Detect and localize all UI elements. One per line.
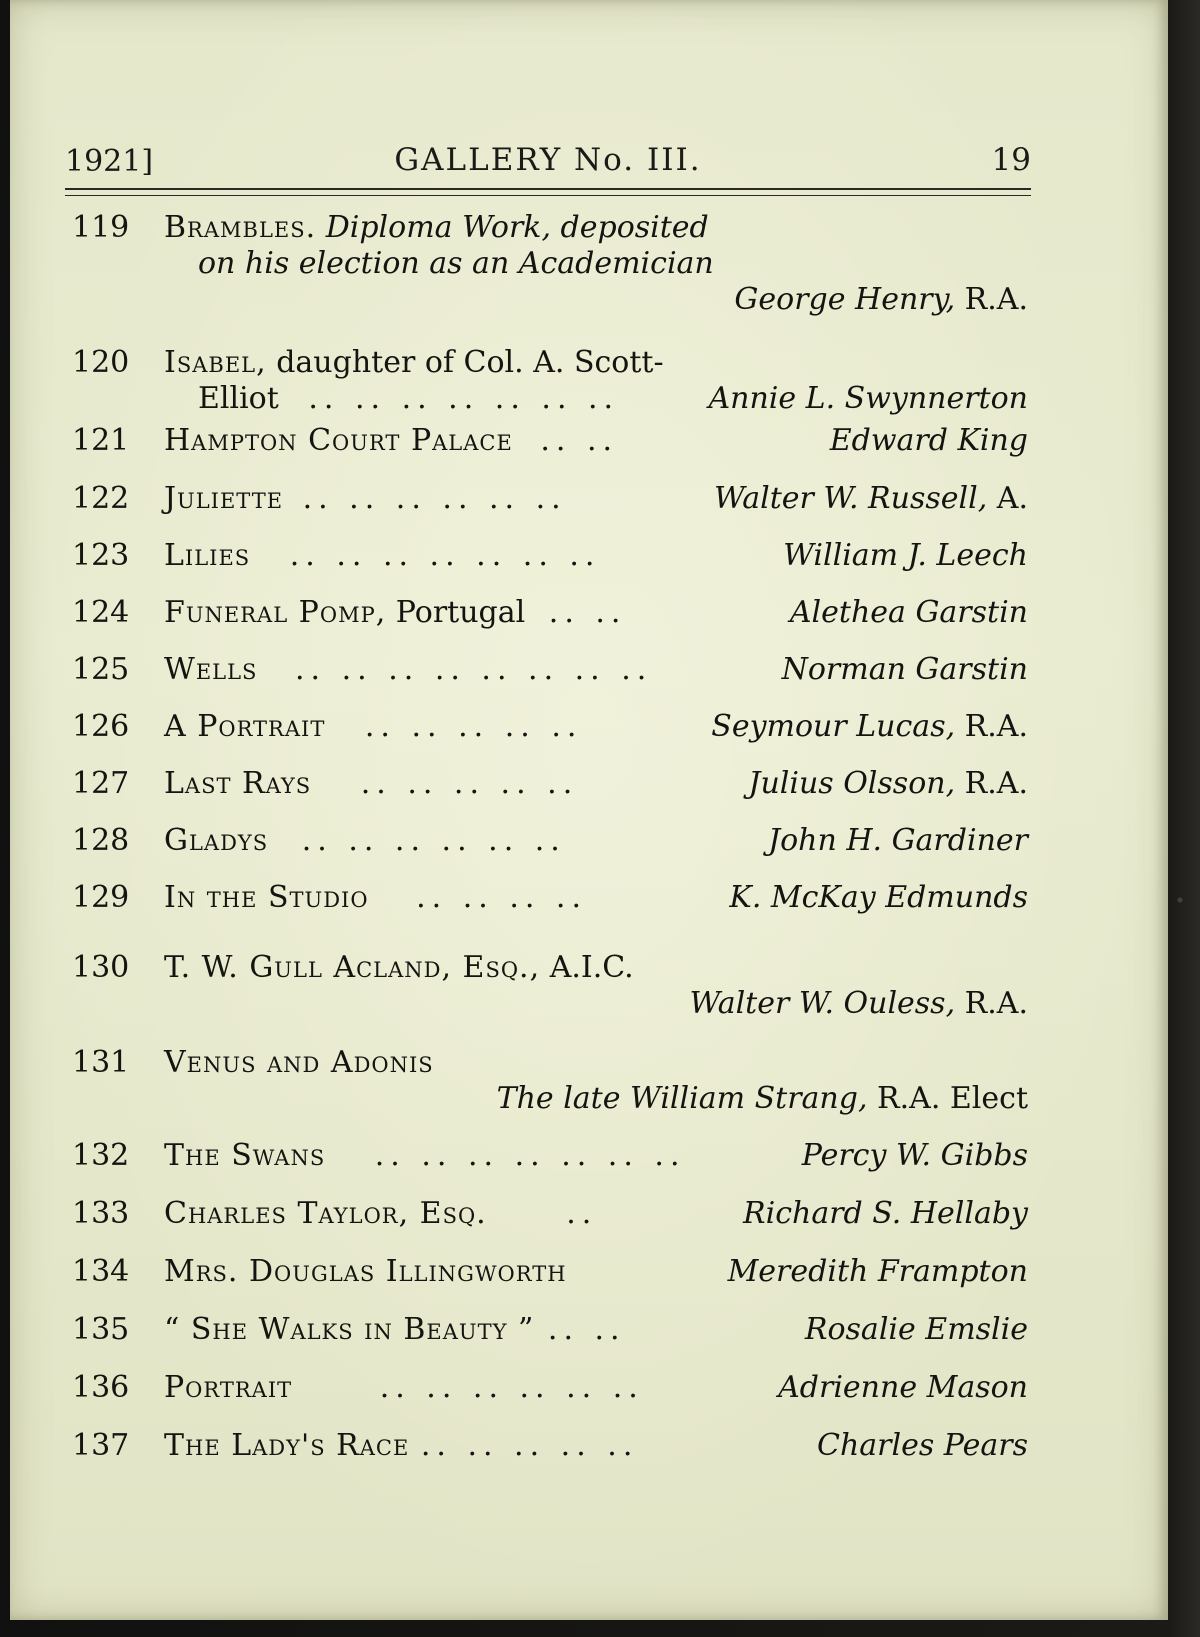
entry-line bbox=[164, 595, 1028, 631]
entry-artist bbox=[782, 652, 1028, 688]
artist-name: The late William Strang, bbox=[496, 1081, 868, 1116]
entry-line bbox=[164, 381, 1028, 417]
catalogue-entry-125 bbox=[72, 652, 1028, 688]
entry-artist bbox=[743, 1196, 1028, 1232]
entry-artist bbox=[802, 1138, 1028, 1174]
entry-title: Lilies bbox=[164, 538, 251, 573]
entry-number: 126 bbox=[72, 709, 130, 744]
catalogue-entry-129 bbox=[72, 880, 1028, 916]
leader-dots: .. .. .. .. .. .. bbox=[379, 1370, 644, 1405]
entry-number: 132 bbox=[72, 1138, 130, 1173]
entry-number: 120 bbox=[72, 345, 130, 380]
entry-number: 127 bbox=[72, 766, 130, 801]
artist-name: George Henry, bbox=[734, 282, 956, 317]
artist-name: Walter W. Russell, bbox=[714, 481, 988, 516]
artist-name: Richard S. Hellaby bbox=[743, 1196, 1028, 1231]
artist-name: Seymour Lucas, bbox=[711, 709, 956, 744]
artist-name: Julius Olsson, bbox=[748, 766, 956, 801]
entry-note: on his election as an Academician bbox=[198, 246, 714, 281]
catalogue-entry-121 bbox=[72, 423, 1028, 459]
entry-title: T. W. Gull Acland, Esq., bbox=[164, 950, 541, 985]
entry-title: Mrs. Douglas Illingworth bbox=[164, 1254, 567, 1289]
page-number: 19 bbox=[991, 142, 1031, 178]
entry-number: 134 bbox=[72, 1254, 130, 1289]
catalogue-entry-124 bbox=[72, 595, 1028, 631]
entry-line bbox=[164, 950, 1028, 986]
entry-number: 135 bbox=[72, 1312, 130, 1347]
entry-number: 137 bbox=[72, 1428, 130, 1463]
entry-title: Charles Taylor, Esq. bbox=[164, 1196, 487, 1231]
artist-name: John H. Gardiner bbox=[768, 823, 1028, 858]
entry-number: 123 bbox=[72, 538, 130, 573]
entry-line bbox=[164, 1081, 1028, 1117]
catalogue-entry-123 bbox=[72, 538, 1028, 574]
entry-artist bbox=[783, 538, 1028, 574]
artist-suffix: R.A. bbox=[964, 986, 1028, 1021]
artist-name: Charles Pears bbox=[817, 1428, 1028, 1463]
entry-number: 129 bbox=[72, 880, 130, 915]
artist-name: Percy W. Gibbs bbox=[801, 1138, 1028, 1173]
catalogue-entry-120 bbox=[72, 345, 1028, 417]
entry-title-rest: daughter of Col. A. Scott- bbox=[276, 345, 664, 380]
catalogue-entry-130 bbox=[72, 950, 1028, 1022]
entry-artist bbox=[711, 709, 1028, 745]
entry-line bbox=[164, 1254, 1028, 1290]
entry-line bbox=[164, 986, 1028, 1022]
entry-artist bbox=[708, 381, 1028, 417]
entry-line bbox=[164, 538, 1028, 574]
entry-artist bbox=[689, 986, 1028, 1022]
artist-suffix: R.A. bbox=[964, 766, 1028, 801]
entry-title: “ She Walks in Beauty ” bbox=[164, 1312, 535, 1347]
catalogue-entry-133 bbox=[72, 1196, 1028, 1232]
entry-title: Juliette bbox=[164, 481, 284, 516]
artist-name: Meredith Frampton bbox=[727, 1254, 1028, 1289]
catalogue-entry-119 bbox=[72, 210, 1028, 318]
catalogue-entry-137 bbox=[72, 1428, 1028, 1464]
artist-suffix: R.A. bbox=[964, 709, 1028, 744]
catalogue-entry-132 bbox=[72, 1138, 1028, 1174]
entry-title-rest: Portugal bbox=[395, 595, 526, 630]
entry-artist bbox=[790, 595, 1028, 631]
entry-number: 121 bbox=[72, 423, 130, 458]
entry-line bbox=[164, 1370, 1028, 1406]
catalogue-entry-135 bbox=[72, 1312, 1028, 1348]
artist-name: Norman Garstin bbox=[781, 652, 1028, 687]
artist-suffix: R.A. Elect bbox=[877, 1081, 1028, 1116]
entry-line bbox=[164, 652, 1028, 688]
catalogue-entry-131 bbox=[72, 1045, 1028, 1117]
entry-line bbox=[164, 1196, 1028, 1232]
entry-title: Last Rays bbox=[164, 766, 312, 801]
leader-dots: .. .. .. .. .. .. .. bbox=[289, 538, 601, 573]
header-rule-thin bbox=[65, 195, 1031, 196]
catalogue-entry-134 bbox=[72, 1254, 1028, 1290]
leader-dots: .. .. .. .. .. .. .. bbox=[374, 1138, 686, 1173]
header-rule bbox=[65, 188, 1031, 190]
artist-name: Rosalie Emslie bbox=[804, 1312, 1028, 1347]
entry-note: Diploma Work, deposited bbox=[325, 210, 709, 245]
artist-name: Walter W. Ouless, bbox=[689, 986, 956, 1021]
leader-dots: .. .. bbox=[548, 595, 627, 630]
entry-title: The Swans bbox=[164, 1138, 326, 1173]
leader-dots: .. .. .. .. .. .. bbox=[302, 481, 567, 516]
entry-line bbox=[164, 880, 1028, 916]
artist-suffix: R.A. bbox=[964, 282, 1028, 317]
artist-name: Edward King bbox=[829, 423, 1028, 458]
entry-title: Portrait bbox=[164, 1370, 293, 1405]
catalogue-page bbox=[10, 0, 1168, 1620]
leader-dots: .. .. .. .. .. bbox=[420, 1428, 639, 1463]
entry-line bbox=[164, 766, 1028, 802]
leader-dots: .. .. .. .. .. .. .. .. bbox=[295, 652, 653, 687]
entry-line bbox=[164, 423, 1028, 459]
entry-line bbox=[164, 1138, 1028, 1174]
leader-dots: .. .. .. .. .. .. bbox=[301, 823, 566, 858]
leader-dots: .. .. .. .. .. bbox=[364, 709, 583, 744]
artist-name: Alethea Garstin bbox=[789, 595, 1028, 630]
entry-artist bbox=[714, 481, 1028, 517]
entry-number: 125 bbox=[72, 652, 130, 687]
entry-artist bbox=[734, 282, 1028, 318]
entry-line bbox=[164, 481, 1028, 517]
entry-number: 131 bbox=[72, 1045, 130, 1080]
entry-artist bbox=[768, 823, 1028, 859]
entry-line bbox=[164, 1312, 1028, 1348]
leader-dots: .. bbox=[566, 1196, 598, 1231]
leader-dots: .. .. bbox=[540, 423, 619, 458]
entry-title-continued: Elliot bbox=[198, 381, 279, 416]
entry-artist bbox=[817, 1428, 1028, 1464]
running-header bbox=[65, 138, 1031, 178]
entry-artist bbox=[805, 1312, 1028, 1348]
catalogue-entry-126 bbox=[72, 709, 1028, 745]
entry-line bbox=[164, 210, 1028, 246]
catalogue-entry-128 bbox=[72, 823, 1028, 859]
entry-title: Brambles. bbox=[164, 210, 317, 245]
artist-name: Adrienne Mason bbox=[778, 1370, 1028, 1405]
entry-line bbox=[164, 246, 1028, 282]
leader-dots: .. .. .. .. bbox=[416, 880, 588, 915]
entry-line bbox=[164, 1045, 1028, 1081]
entry-title-rest: A.I.C. bbox=[549, 950, 634, 985]
artist-name: Annie L. Swynnerton bbox=[708, 381, 1028, 416]
artist-name: William J. Leech bbox=[783, 538, 1028, 573]
entry-artist bbox=[748, 766, 1028, 802]
entry-number: 136 bbox=[72, 1370, 130, 1405]
catalogue-entry-122 bbox=[72, 481, 1028, 517]
entry-number: 128 bbox=[72, 823, 130, 858]
entry-line bbox=[164, 282, 1028, 318]
header-title: GALLERY No. III. bbox=[394, 142, 702, 178]
entry-title: In the Studio bbox=[164, 880, 369, 915]
leader-dots: .. .. .. .. .. bbox=[360, 766, 579, 801]
entry-line bbox=[164, 1428, 1028, 1464]
entry-number: 133 bbox=[72, 1196, 130, 1231]
catalogue-entry-136 bbox=[72, 1370, 1028, 1406]
entry-title: Funeral Pomp, bbox=[164, 595, 387, 630]
entry-number: 124 bbox=[72, 595, 130, 630]
entry-title: The Lady's Race bbox=[164, 1428, 410, 1463]
header-year: 1921] bbox=[65, 144, 154, 179]
leader-dots: .. .. .. .. .. .. .. bbox=[308, 381, 620, 416]
entry-artist bbox=[778, 1370, 1028, 1406]
catalogue-entry-127 bbox=[72, 766, 1028, 802]
entry-title: A Portrait bbox=[164, 709, 326, 744]
entry-line bbox=[164, 345, 1028, 381]
entry-title: Wells bbox=[164, 652, 258, 687]
entry-artist bbox=[728, 1254, 1028, 1290]
entry-artist bbox=[729, 880, 1028, 916]
entry-title: Gladys bbox=[164, 823, 269, 858]
entry-line bbox=[164, 709, 1028, 745]
entry-title: Venus and Adonis bbox=[164, 1045, 434, 1080]
artist-name: K. McKay Edmunds bbox=[729, 880, 1028, 915]
entry-line bbox=[164, 823, 1028, 859]
artist-suffix: A. bbox=[996, 481, 1028, 516]
entry-number: 119 bbox=[72, 210, 130, 245]
entry-artist bbox=[497, 1081, 1028, 1117]
entry-number: 122 bbox=[72, 481, 130, 516]
entry-number: 130 bbox=[72, 950, 130, 985]
entry-artist bbox=[830, 423, 1028, 459]
entry-title: Isabel, bbox=[164, 345, 267, 380]
entry-title: Hampton Court Palace bbox=[164, 423, 513, 458]
leader-dots: .. .. bbox=[547, 1312, 626, 1347]
